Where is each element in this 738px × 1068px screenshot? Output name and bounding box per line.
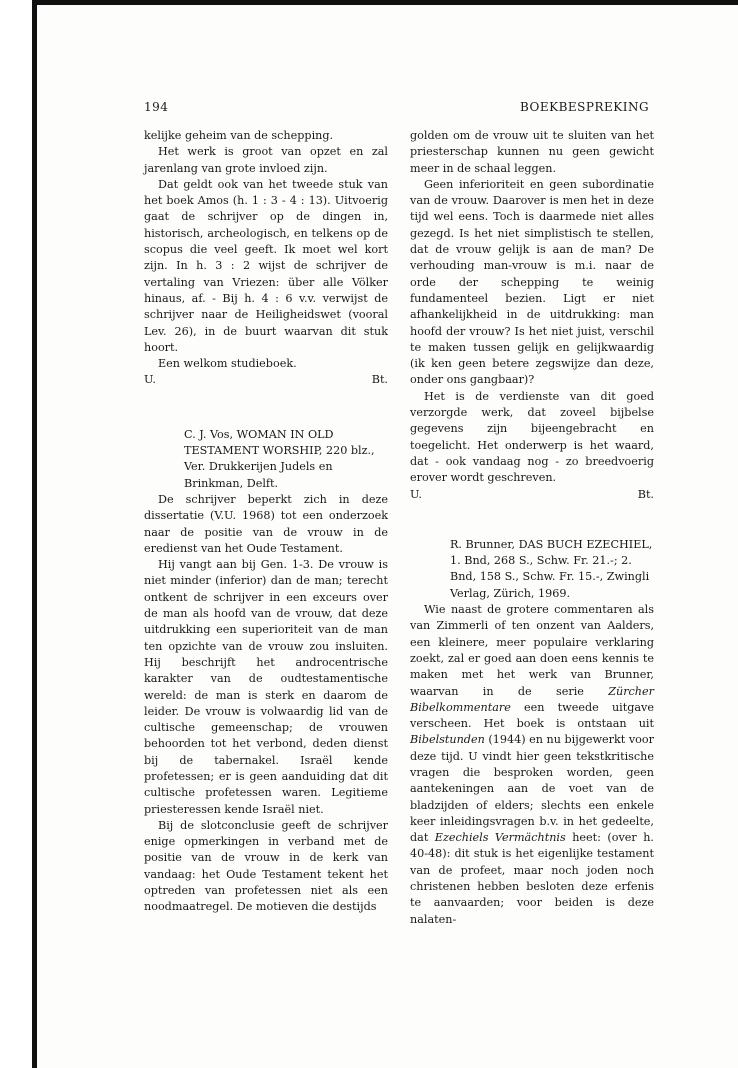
italic-title: Ezechiels Vermächtnis [434, 831, 566, 845]
paragraph: golden om de vrouw uit te sluiten van het priesterschap kunnen nu geen gewicht meer in de schaal leggen. [410, 129, 654, 175]
right-column [410, 128, 654, 928]
italic-title: Bibelstunden [410, 733, 485, 747]
paragraph: Bij de slotconclusie geeft de schrijver enige opmerkingen in verband met de positie van de vrouw in de kerk van vandaag: het Oude Testament tekent het optreden van profetessen niet als een noodmaatregel. De motieven die destijds [144, 818, 388, 914]
reviewer-signature [410, 487, 654, 503]
page-number: 194 [144, 100, 169, 114]
italic-title: Zürcher Bibelkommentare [410, 684, 654, 714]
paragraph: Hij vangt aan bij Gen. 1-3. De vrouw is niet minder (inferior) dan de man; terecht ontkent de schrijver in een exceurs over de man als hoofd van de vrouw, dat deze uitdrukking een superioriteit van de man ten opzichte van de vrouw zou insluiten. Hij beschrijft het androcentrische karakter van de oudtestamentische wereld: de man is sterk en daarom de leider. De vrouw is volwaardig lid van de cultische gemeenschap; de vrouwen behoorden tot het verbond, deden dienst bij de tabernakel. Israël kende profetessen; er is geen aanduiding dat dit cultische profetessen waren. Legitieme priesteressen kende Israël niet. [144, 558, 388, 816]
left-column [144, 128, 388, 916]
running-title: BOEKBESPREKING [520, 100, 650, 114]
paragraph: Het is de verdienste van dit goed verzorgde werk, dat zoveel bijbelse gegevens zijn bijeengebracht en toegelicht. Het onderwerp is het waard, dat - ook vandaag nog - zo breedvoerig erover wordt geschreven. [410, 389, 654, 485]
paragraph: kelijke geheim van de schepping. [144, 129, 334, 142]
signature-author: Bt. [637, 487, 654, 501]
paragraph: Dat geldt ook van het tweede stuk van het boek Amos (h. 1 : 3 - 4 : 13). Uitvoerig gaat de schrijver op de dingen in, historisch, archeologisch, en telkens op de scopus die veel geeft. Ik moet wel kort zijn. In h. 3 : 2 wijst de schrijver de vertaling van Vriezen: über alle Völker hinaus, af. - Bij h. 4 : 6 v.v. verwijst de schrijver naar de Heiligheidswet (vooral Lev. 26), in de buurt waarvan dit stuk hoort. [144, 177, 388, 354]
paragraph: Wie naast de grotere commentaren als van Zimmerli of ten onzent van Aalders, een kleinere, meer populaire verklaring zoekt, zal er goed aan doen eens kennis te maken met het werk van Brunner, waarvan in de serie Zürcher Bibelkommentare een tweede uitgave verscheen. Het boek is ontstaan uit Bibelstunden (1944) en nu bijgewerkt voor deze tijd. U vindt hier geen tekstkritische vragen die besproken worden, geen aantekeningen aan de voet van de bladzijden of elders; slechts een enkele keer inleidingsvragen b.v. in het gedeelte, dat Ezechiels Vermächtnis heet: (over h. 40-48): dit stuk is het eigenlijke testament van de profeet, maar noch joden noch christenen hebben besloten deze erfenis te aanvaarden; voor beiden is deze nalaten- [410, 603, 654, 926]
signature-author: Bt. [371, 373, 388, 387]
paragraph: De schrijver beperkt zich in deze dissertatie (V.U. 1968) tot een onderzoek naar de positie van de vrouw in de eredienst van het Oude Testament. [144, 492, 388, 555]
book-reference: C. J. Vos, WOMAN IN OLD TESTAMENT WORSHIP, 220 blz., Ver. Drukkerijen Judels en Brinkman, Delft. [184, 427, 375, 490]
signature-initial: U. [144, 373, 156, 387]
paragraph: Geen inferioriteit en geen subordinatie van de vrouw. Daarover is men het in deze tijd wel eens. Toch is daarmede niet alles gezegd. Is het niet simplistisch te stellen, dat de vrouw gelijk is aan de man? De verhouding man-vrouw is m.i. naar de orde der schepping te weinig fundamenteel bezien. Ligt er niet afhankelijkheid in de uitdrukking: man hoofd der vrouw? Is het niet juist, verschil te maken tussen gelijk en gelijkwaardig (ik ken geen betere zegswijze dan deze, onder ons gangbaar)? [410, 177, 654, 387]
paragraph: Een welkom studieboek. [158, 357, 297, 371]
book-reference: R. Brunner, DAS BUCH EZECHIEL, 1. Bnd, 268 S., Schw. Fr. 21.-; 2. Bnd, 158 S., Schw. Fr. 15.-, Zwingli Verlag, Zürich, 1969. [450, 537, 653, 600]
reviewer-signature [144, 372, 388, 388]
signature-initial: U. [410, 487, 422, 501]
paragraph: Het werk is groot van opzet en zal jarenlang van grote invloed zijn. [144, 145, 388, 175]
